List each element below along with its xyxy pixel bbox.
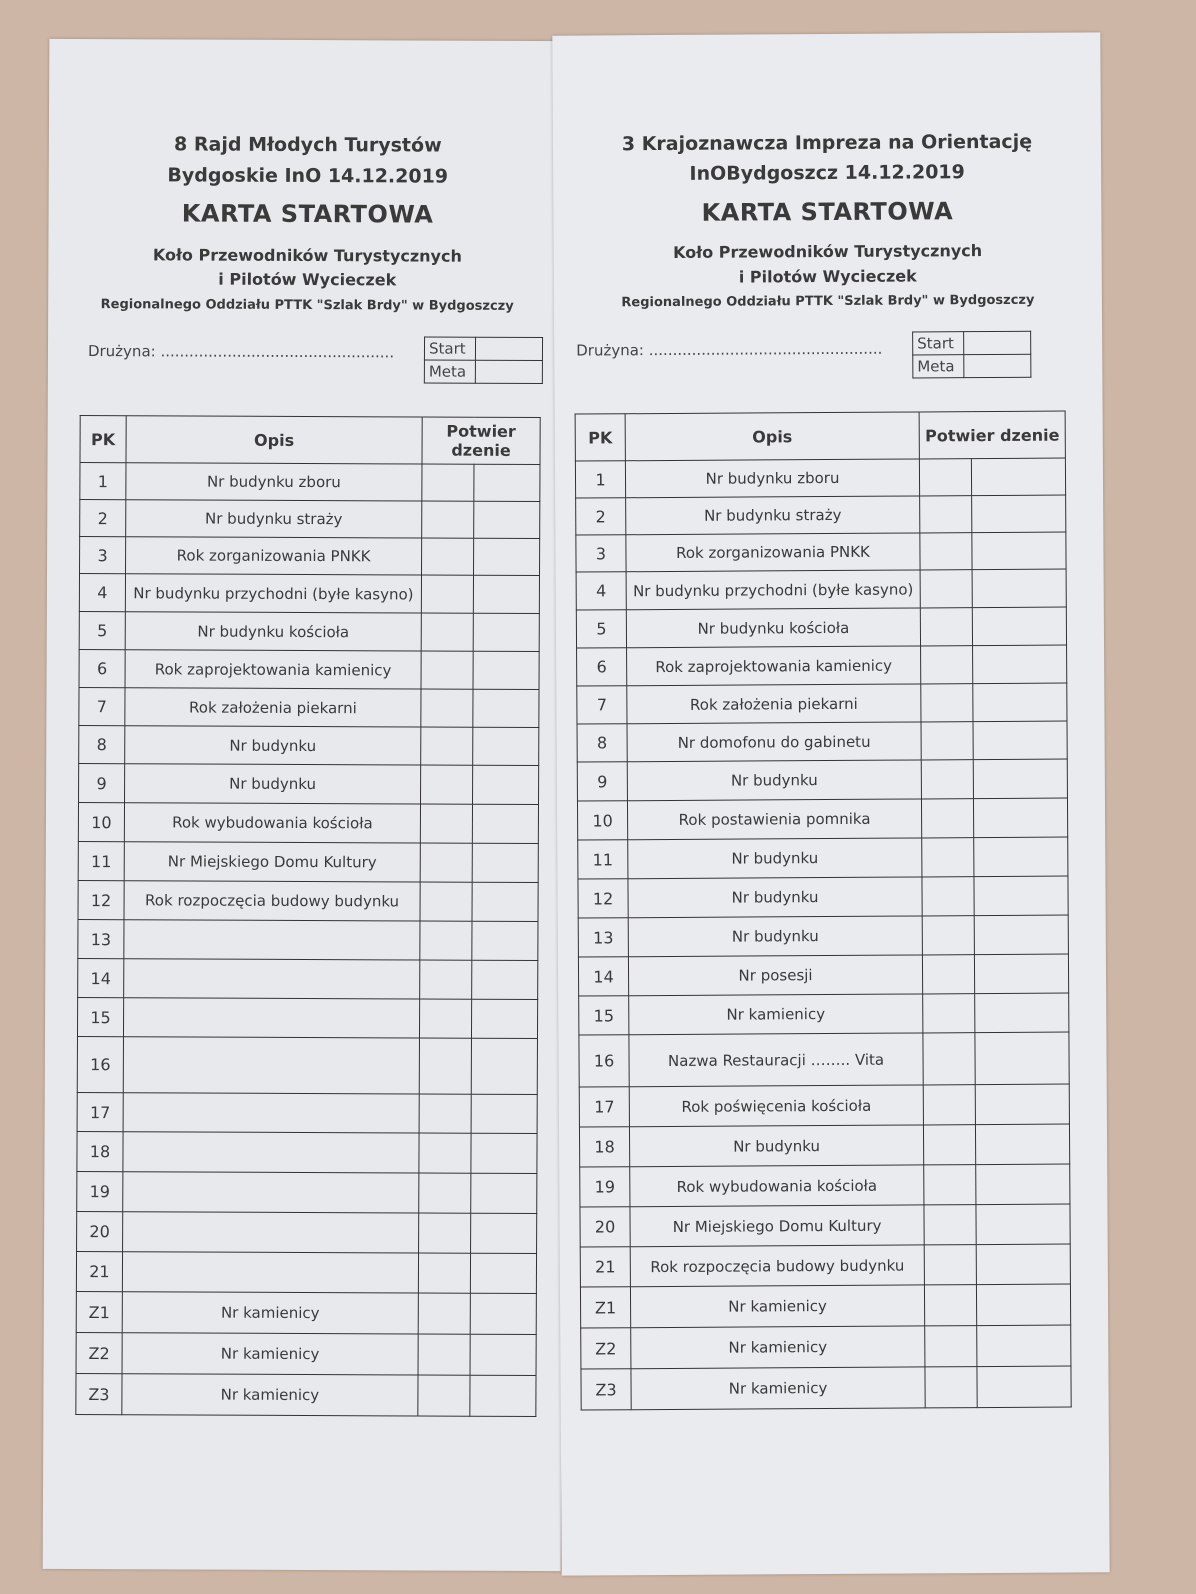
start-finish-table bbox=[912, 331, 1031, 379]
checkpoint-row bbox=[77, 1093, 537, 1134]
confirm-box-1[interactable] bbox=[422, 501, 474, 538]
checkpoint-row bbox=[579, 1084, 1069, 1127]
checkpoint-number: 21 bbox=[580, 1247, 630, 1287]
confirm-box-1[interactable] bbox=[419, 1133, 471, 1173]
col-confirm-header: Potwier dzenie bbox=[422, 417, 540, 465]
confirm-box-2[interactable] bbox=[976, 1164, 1070, 1205]
checkpoint-number: Z3 bbox=[581, 1369, 631, 1410]
checkpoint-description: Nr budynku bbox=[628, 916, 922, 957]
confirm-box-2[interactable] bbox=[973, 798, 1067, 838]
confirm-box-1[interactable] bbox=[422, 538, 474, 575]
checkpoint-description: Rok rozpoczęcia budowy budynku bbox=[124, 881, 420, 921]
checkpoint-number: 17 bbox=[579, 1087, 629, 1127]
checkpoint-number: 7 bbox=[79, 688, 125, 726]
checkpoint-description: Nr budynku zboru bbox=[126, 463, 422, 501]
org-line-3: Regionalnego Oddziału PTTK "Szlak Brdy" w Bydgoszczy bbox=[621, 292, 1035, 311]
checkpoint-number: 13 bbox=[578, 918, 628, 957]
confirm-box-1[interactable] bbox=[924, 1165, 976, 1205]
confirm-box-2[interactable] bbox=[975, 1124, 1069, 1165]
meta-box[interactable] bbox=[964, 354, 1031, 377]
checkpoint-number: 15 bbox=[579, 996, 629, 1035]
confirm-box-2[interactable] bbox=[474, 501, 540, 538]
checkpoint-row bbox=[578, 837, 1068, 879]
confirm-box-2[interactable] bbox=[472, 843, 538, 882]
confirm-box-1[interactable] bbox=[922, 838, 974, 877]
confirm-box-1[interactable] bbox=[421, 689, 473, 727]
checkpoint-row bbox=[577, 798, 1067, 840]
confirm-box-1[interactable] bbox=[924, 1245, 976, 1285]
confirm-box-2[interactable] bbox=[972, 569, 1066, 608]
confirm-box-1[interactable] bbox=[420, 921, 472, 960]
confirm-box-2[interactable] bbox=[470, 1293, 536, 1334]
checkpoint-description: Rok zaprojektowania kamienicy bbox=[125, 650, 421, 689]
checkpoint-row bbox=[581, 1325, 1071, 1369]
checkpoint-description: Nr budynku straży bbox=[126, 500, 422, 538]
checkpoint-number: 6 bbox=[577, 648, 627, 686]
checkpoint-description bbox=[123, 1093, 419, 1133]
org-line-2: i Pilotów Wycieczek bbox=[738, 266, 917, 287]
checkpoint-description: Nr budynku kościoła bbox=[626, 608, 920, 648]
checkpoint-number: 12 bbox=[578, 879, 628, 918]
checkpoint-row bbox=[576, 495, 1066, 535]
checkpoint-row bbox=[78, 842, 538, 883]
confirm-box-2[interactable] bbox=[471, 999, 537, 1038]
checkpoint-row bbox=[77, 998, 537, 1039]
col-confirm-header: Potwier dzenie bbox=[919, 411, 1065, 459]
checkpoint-row bbox=[579, 1032, 1069, 1087]
checkpoint-description: Rok założenia piekarni bbox=[627, 684, 921, 724]
checkpoint-number: 4 bbox=[79, 574, 125, 612]
confirm-box-2[interactable] bbox=[470, 1334, 536, 1375]
confirm-box-1[interactable] bbox=[421, 651, 473, 689]
confirm-box-2[interactable] bbox=[472, 921, 538, 960]
checkpoint-number: 2 bbox=[576, 498, 626, 535]
checkpoint-row bbox=[576, 532, 1066, 572]
checkpoint-row bbox=[578, 876, 1068, 918]
org-line-1: Koło Przewodników Turystycznych bbox=[152, 245, 462, 266]
confirm-box-2[interactable] bbox=[471, 1213, 537, 1253]
confirm-box-2[interactable] bbox=[973, 721, 1067, 760]
start-box[interactable] bbox=[475, 337, 542, 360]
confirm-box-2[interactable] bbox=[473, 689, 539, 727]
checkpoint-description: Nr budynku straży bbox=[626, 496, 920, 535]
checkpoint-number: 3 bbox=[80, 537, 126, 574]
checkpoint-description: Nr budynku przychodni (byłe kasyno) bbox=[125, 574, 421, 613]
checkpoint-description: Nr Miejskiego Domu Kultury bbox=[124, 842, 420, 882]
checkpoint-number: 18 bbox=[77, 1132, 123, 1172]
checkpoint-number: 17 bbox=[77, 1093, 123, 1132]
confirm-box-2[interactable] bbox=[471, 1094, 537, 1133]
confirm-box-1[interactable] bbox=[924, 1285, 976, 1326]
checkpoint-row bbox=[578, 915, 1068, 957]
checkpoint-description: Rok zorganizowania PNKK bbox=[626, 533, 920, 572]
checkpoint-description: Nr posesji bbox=[628, 955, 922, 996]
checkpoint-description bbox=[123, 998, 419, 1038]
checkpoint-description: Rok zaprojektowania kamienicy bbox=[627, 646, 921, 686]
confirm-box-2[interactable] bbox=[974, 954, 1068, 994]
checkpoint-number: 12 bbox=[78, 881, 124, 920]
team-field[interactable]: Drużyna: ................................................. bbox=[87, 342, 395, 362]
meta-label: Meta bbox=[424, 360, 475, 383]
confirm-box-1[interactable] bbox=[421, 613, 473, 651]
checkpoint-row bbox=[79, 726, 539, 766]
checkpoint-row bbox=[580, 1204, 1070, 1247]
confirm-box-1[interactable] bbox=[922, 955, 974, 994]
confirm-box-1[interactable] bbox=[420, 804, 472, 843]
checkpoint-description: Nr Miejskiego Domu Kultury bbox=[630, 1205, 924, 1247]
col-desc-header: Opis bbox=[126, 416, 422, 464]
checkpoint-row bbox=[79, 612, 539, 652]
checkpoint-description: Nr kamienicy bbox=[629, 994, 923, 1035]
org-line-1: Koło Przewodników Turystycznych bbox=[673, 241, 983, 262]
meta-label: Meta bbox=[913, 355, 964, 378]
confirm-box-2[interactable] bbox=[972, 607, 1066, 646]
checkpoint-row bbox=[577, 683, 1067, 724]
confirm-box-2[interactable] bbox=[472, 804, 538, 843]
confirm-box-2[interactable] bbox=[470, 1375, 536, 1416]
org-line-3: Regionalnego Oddziału PTTK "Szlak Brdy" w Bydgoszczy bbox=[100, 297, 514, 314]
confirm-box-1[interactable] bbox=[923, 1085, 975, 1125]
checkpoint-row bbox=[78, 803, 538, 844]
checkpoint-number: Z3 bbox=[76, 1374, 122, 1415]
confirm-box-1[interactable] bbox=[419, 1173, 471, 1213]
event-subtitle: Bydgoskie InO 14.12.2019 bbox=[167, 164, 449, 188]
checkpoint-row bbox=[77, 1172, 537, 1214]
checkpoint-row bbox=[80, 500, 540, 539]
checkpoint-description: Rok założenia piekarni bbox=[125, 688, 421, 727]
checkpoint-row bbox=[76, 1333, 536, 1376]
checkpoint-number: 14 bbox=[78, 959, 124, 998]
checkpoint-table bbox=[575, 411, 1072, 1411]
checkpoint-number: 8 bbox=[577, 724, 627, 762]
confirm-box-2[interactable] bbox=[974, 837, 1068, 877]
checkpoint-row bbox=[575, 458, 1065, 498]
checkpoint-number: Z2 bbox=[76, 1333, 122, 1374]
checkpoint-row bbox=[577, 759, 1067, 801]
col-pk-header: PK bbox=[80, 416, 126, 463]
checkpoint-row bbox=[78, 920, 538, 961]
checkpoint-description: Nr budynku bbox=[628, 838, 922, 879]
checkpoint-number: 1 bbox=[80, 463, 126, 500]
confirm-box-1[interactable] bbox=[419, 1094, 471, 1133]
checkpoint-number: 2 bbox=[80, 500, 126, 537]
checkpoint-description: Nr kamienicy bbox=[122, 1292, 418, 1334]
confirm-box-2[interactable] bbox=[473, 575, 539, 613]
checkpoint-description: Nr domofonu do gabinetu bbox=[627, 722, 921, 762]
confirm-box-1[interactable] bbox=[420, 960, 472, 999]
confirm-box-2[interactable] bbox=[474, 538, 540, 575]
checkpoint-number: 3 bbox=[576, 535, 626, 572]
checkpoint-description: Nr budynku bbox=[125, 726, 421, 765]
confirm-box-1[interactable] bbox=[419, 1038, 471, 1094]
confirm-box-2[interactable] bbox=[973, 759, 1067, 799]
checkpoint-description: Rok rozpoczęcia budowy budynku bbox=[630, 1245, 924, 1287]
checkpoint-description bbox=[124, 959, 420, 999]
checkpoint-number: 9 bbox=[79, 764, 125, 803]
confirm-box-2[interactable] bbox=[474, 464, 540, 501]
confirm-box-2[interactable] bbox=[472, 882, 538, 921]
checkpoint-row bbox=[80, 463, 540, 502]
checkpoint-description: Rok postawienia pomnika bbox=[627, 799, 921, 840]
confirm-box-2[interactable] bbox=[971, 458, 1065, 496]
checkpoint-row bbox=[580, 1164, 1070, 1207]
confirm-box-1[interactable] bbox=[418, 1334, 470, 1375]
checkpoint-number: 10 bbox=[577, 801, 627, 840]
checkpoint-row bbox=[79, 688, 539, 728]
checkpoint-number: 21 bbox=[76, 1252, 122, 1292]
confirm-box-2[interactable] bbox=[975, 1084, 1069, 1125]
confirm-box-1[interactable] bbox=[921, 646, 973, 684]
start-label: Start bbox=[424, 337, 475, 360]
confirm-box-2[interactable] bbox=[972, 532, 1066, 570]
checkpoint-description: Nr budynku bbox=[629, 1125, 923, 1167]
checkpoint-number: 16 bbox=[77, 1037, 123, 1093]
checkpoint-row bbox=[79, 574, 539, 614]
checkpoint-row bbox=[79, 650, 539, 690]
confirm-box-2[interactable] bbox=[973, 683, 1067, 722]
confirm-box-1[interactable] bbox=[419, 999, 471, 1038]
confirm-box-1[interactable] bbox=[418, 1375, 470, 1416]
checkpoint-description bbox=[123, 1212, 419, 1253]
confirm-box-1[interactable] bbox=[925, 1367, 977, 1408]
confirm-box-2[interactable] bbox=[974, 876, 1068, 916]
confirm-box-1[interactable] bbox=[923, 1125, 975, 1165]
checkpoint-description: Nr kamienicy bbox=[631, 1326, 925, 1369]
checkpoint-row bbox=[578, 954, 1068, 996]
checkpoint-number: 8 bbox=[79, 726, 125, 764]
checkpoint-description: Nr budynku bbox=[627, 760, 921, 801]
checkpoint-description: Nr budynku bbox=[628, 877, 922, 918]
confirm-box-1[interactable] bbox=[923, 1033, 975, 1085]
checkpoint-row bbox=[79, 764, 539, 805]
checkpoint-row bbox=[580, 1284, 1070, 1328]
confirm-box-2[interactable] bbox=[975, 1032, 1069, 1085]
checkpoint-number: Z2 bbox=[581, 1328, 631, 1369]
checkpoint-description: Nr budynku kościoła bbox=[125, 612, 421, 651]
checkpoint-description: Nr kamienicy bbox=[630, 1285, 924, 1328]
checkpoint-number: 18 bbox=[579, 1127, 629, 1167]
confirm-box-2[interactable] bbox=[976, 1204, 1070, 1245]
confirm-box-1[interactable] bbox=[421, 765, 473, 804]
checkpoint-number: 11 bbox=[78, 842, 124, 881]
checkpoint-row bbox=[76, 1252, 536, 1294]
card-title: KARTA STARTOWA bbox=[701, 197, 954, 227]
checkpoint-description bbox=[123, 1172, 419, 1213]
confirm-box-1[interactable] bbox=[921, 760, 973, 799]
event-subtitle: InOBydgoszcz 14.12.2019 bbox=[689, 161, 965, 185]
col-desc-header: Opis bbox=[625, 412, 919, 461]
confirm-box-1[interactable] bbox=[920, 608, 972, 646]
start-card-right bbox=[552, 32, 1109, 1575]
confirm-box-2[interactable] bbox=[471, 1173, 537, 1213]
event-title: 8 Rajd Młodych Turystów bbox=[174, 133, 442, 157]
confirm-box-1[interactable] bbox=[418, 1253, 470, 1293]
checkpoint-number: 10 bbox=[78, 803, 124, 842]
confirm-box-2[interactable] bbox=[473, 765, 539, 804]
confirm-box-2[interactable] bbox=[473, 613, 539, 651]
confirm-box-1[interactable] bbox=[922, 877, 974, 916]
confirm-box-1[interactable] bbox=[418, 1293, 470, 1334]
checkpoint-row bbox=[581, 1366, 1071, 1410]
confirm-box-2[interactable] bbox=[471, 1038, 537, 1094]
checkpoint-row bbox=[77, 1132, 537, 1174]
checkpoint-table bbox=[75, 415, 540, 1417]
confirm-box-2[interactable] bbox=[472, 960, 538, 999]
confirm-box-1[interactable] bbox=[920, 533, 972, 570]
checkpoint-number: Z1 bbox=[76, 1292, 122, 1333]
event-title: 3 Krajoznawcza Impreza na Orientację bbox=[621, 130, 1033, 156]
confirm-box-1[interactable] bbox=[919, 459, 971, 496]
checkpoint-number: 19 bbox=[580, 1167, 630, 1207]
card-title: KARTA STARTOWA bbox=[181, 199, 434, 229]
checkpoint-row bbox=[77, 1037, 537, 1095]
start-finish-table bbox=[424, 337, 543, 385]
meta-box[interactable] bbox=[475, 360, 542, 383]
confirm-box-2[interactable] bbox=[977, 1325, 1071, 1367]
checkpoint-number: 4 bbox=[576, 572, 626, 610]
confirm-box-1[interactable] bbox=[921, 722, 973, 760]
checkpoint-number: 5 bbox=[576, 610, 626, 648]
confirm-box-1[interactable] bbox=[923, 994, 975, 1033]
confirm-box-1[interactable] bbox=[421, 575, 473, 613]
org-line-2: i Pilotów Wycieczek bbox=[218, 269, 397, 290]
checkpoint-description bbox=[124, 920, 420, 960]
checkpoint-row bbox=[78, 959, 538, 1000]
confirm-box-2[interactable] bbox=[973, 645, 1067, 684]
confirm-box-2[interactable] bbox=[977, 1366, 1071, 1408]
checkpoint-number: 6 bbox=[79, 650, 125, 688]
checkpoint-description bbox=[123, 1037, 419, 1094]
checkpoint-description: Nr budynku bbox=[125, 764, 421, 804]
confirm-box-2[interactable] bbox=[473, 727, 539, 765]
checkpoint-row bbox=[76, 1292, 536, 1335]
confirm-box-1[interactable] bbox=[920, 496, 972, 533]
confirm-box-1[interactable] bbox=[920, 570, 972, 608]
checkpoint-number: 20 bbox=[77, 1212, 123, 1252]
start-box[interactable] bbox=[964, 331, 1031, 354]
checkpoint-description: Rok wybudowania kościoła bbox=[630, 1165, 924, 1207]
checkpoint-number: Z1 bbox=[580, 1287, 630, 1328]
checkpoint-row bbox=[577, 721, 1067, 762]
confirm-box-1[interactable] bbox=[925, 1326, 977, 1367]
checkpoint-row bbox=[77, 1212, 537, 1254]
checkpoint-row bbox=[78, 881, 538, 922]
confirm-box-2[interactable] bbox=[974, 915, 1068, 955]
checkpoint-description: Rok wybudowania kościoła bbox=[124, 803, 420, 843]
checkpoint-number: 16 bbox=[579, 1035, 629, 1087]
checkpoint-description bbox=[122, 1252, 418, 1293]
confirm-box-1[interactable] bbox=[924, 1205, 976, 1245]
confirm-box-1[interactable] bbox=[921, 684, 973, 722]
checkpoint-description: Rok zorganizowania PNKK bbox=[126, 537, 422, 575]
checkpoint-row bbox=[76, 1374, 536, 1417]
confirm-box-1[interactable] bbox=[420, 843, 472, 882]
checkpoint-number: 14 bbox=[578, 957, 628, 996]
confirm-box-2[interactable] bbox=[975, 993, 1069, 1033]
confirm-box-2[interactable] bbox=[471, 1133, 537, 1173]
start-card-left bbox=[43, 39, 568, 1571]
team-field[interactable]: Drużyna: ................................................. bbox=[576, 339, 883, 360]
checkpoint-row bbox=[579, 993, 1069, 1035]
confirm-box-1[interactable] bbox=[419, 1213, 471, 1253]
checkpoint-row bbox=[577, 645, 1067, 686]
checkpoint-number: 5 bbox=[79, 612, 125, 650]
checkpoint-description: Nr kamienicy bbox=[122, 1374, 418, 1416]
confirm-box-2[interactable] bbox=[976, 1284, 1070, 1326]
checkpoint-row bbox=[580, 1244, 1070, 1287]
checkpoint-number: 19 bbox=[77, 1172, 123, 1212]
confirm-box-1[interactable] bbox=[422, 464, 474, 501]
checkpoint-number: 15 bbox=[77, 998, 123, 1037]
checkpoint-description: Nazwa Restauracji …….. Vita bbox=[629, 1033, 923, 1087]
checkpoint-number: 7 bbox=[577, 686, 627, 724]
checkpoint-number: 1 bbox=[575, 461, 625, 498]
confirm-box-2[interactable] bbox=[473, 651, 539, 689]
checkpoint-description: Nr kamienicy bbox=[631, 1367, 925, 1410]
checkpoint-description: Nr budynku przychodni (byłe kasyno) bbox=[626, 570, 920, 610]
start-label: Start bbox=[913, 332, 964, 355]
checkpoint-description: Nr budynku zboru bbox=[625, 459, 919, 498]
checkpoint-row bbox=[576, 569, 1066, 610]
confirm-box-2[interactable] bbox=[976, 1244, 1070, 1285]
checkpoint-description: Rok poświęcenia kościoła bbox=[629, 1085, 923, 1127]
checkpoint-row bbox=[80, 537, 540, 576]
confirm-box-1[interactable] bbox=[922, 916, 974, 955]
checkpoint-row bbox=[579, 1124, 1069, 1167]
confirm-box-1[interactable] bbox=[420, 882, 472, 921]
checkpoint-description: Nr kamienicy bbox=[122, 1333, 418, 1375]
checkpoint-description bbox=[123, 1132, 419, 1173]
col-pk-header: PK bbox=[575, 414, 625, 461]
checkpoint-number: 9 bbox=[577, 762, 627, 801]
confirm-box-2[interactable] bbox=[972, 495, 1066, 533]
checkpoint-number: 13 bbox=[78, 920, 124, 959]
checkpoint-number: 20 bbox=[580, 1207, 630, 1247]
confirm-box-2[interactable] bbox=[470, 1253, 536, 1293]
checkpoint-row bbox=[576, 607, 1066, 648]
confirm-box-1[interactable] bbox=[421, 727, 473, 765]
checkpoint-number: 11 bbox=[578, 840, 628, 879]
confirm-box-1[interactable] bbox=[921, 799, 973, 838]
